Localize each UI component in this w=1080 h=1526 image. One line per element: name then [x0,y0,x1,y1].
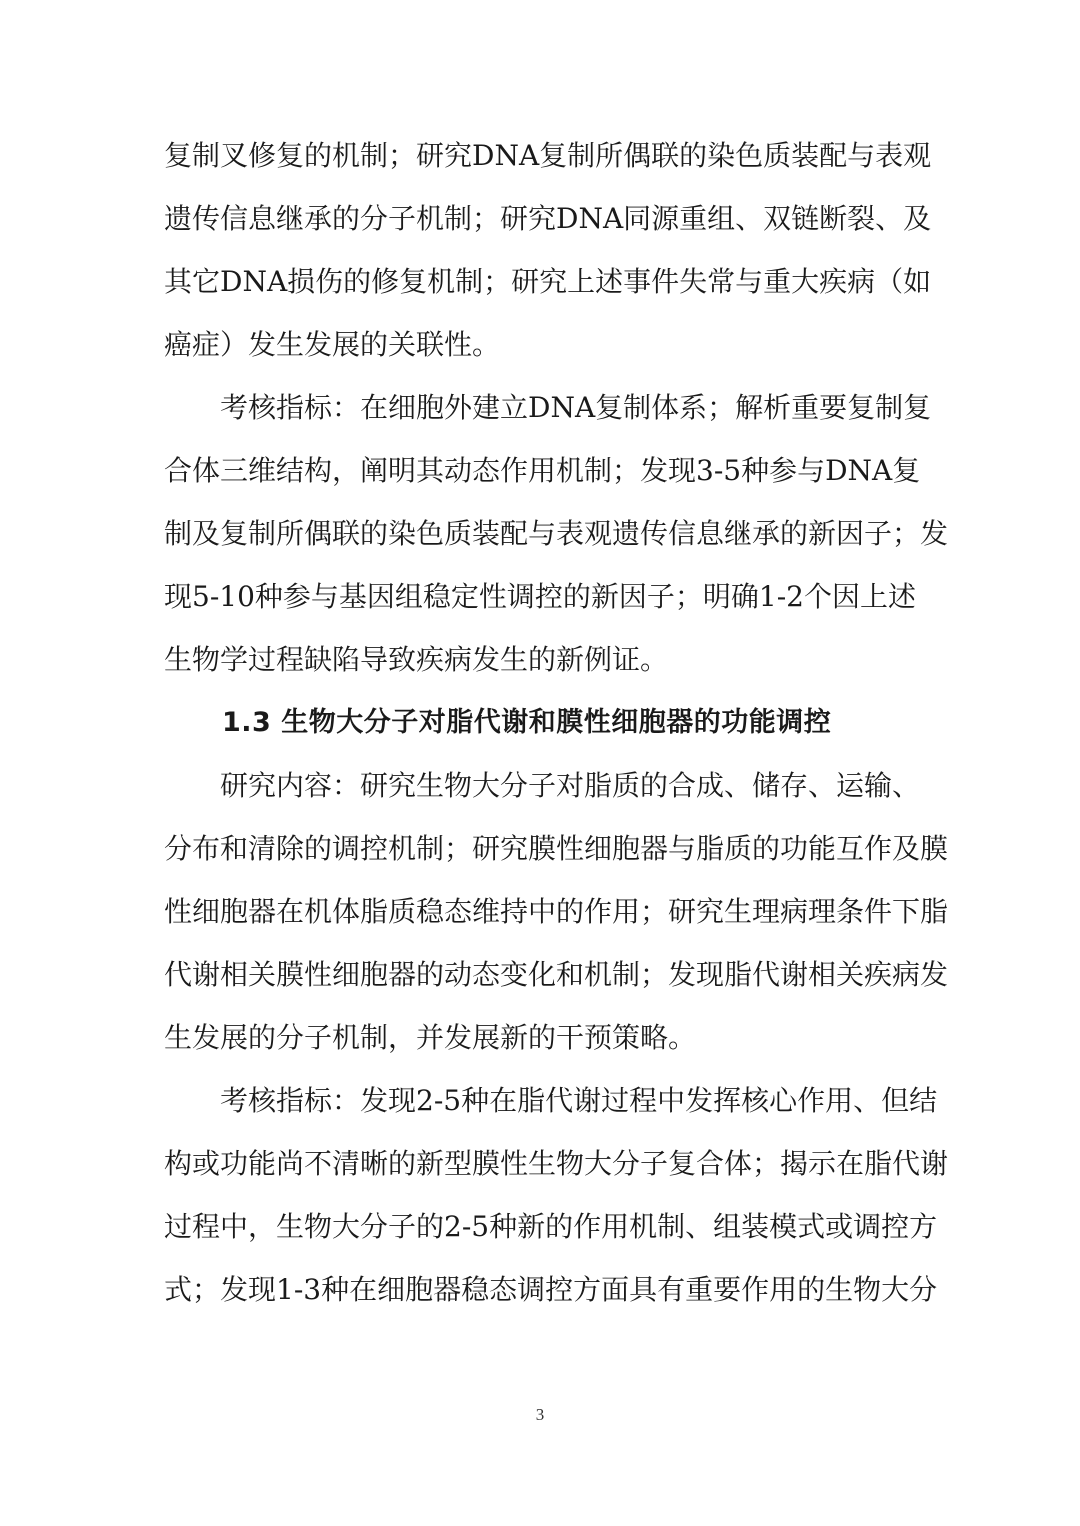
paragraph-line: 构或功能尚不清晰的新型膜性生物大分子复合体；揭示在脂代谢 [164,1147,949,1180]
paragraph-line: 遗传信息继承的分子机制；研究DNA同源重组、双链断裂、及 [164,202,932,235]
paragraph-line: 复制叉修复的机制；研究DNA复制所偶联的染色质装配与表观 [164,139,932,172]
paragraph-line: 过程中，生物大分子的2-5种新的作用机制、组装模式或调控方 [164,1210,938,1243]
document-body [164,124,949,1321]
paragraph-line: 研究内容：研究生物大分子对脂质的合成、储存、运输、 [220,769,921,802]
paragraph-line: 制及复制所偶联的染色质装配与表观遗传信息继承的新因子；发 [164,517,949,550]
paragraph-line: 性细胞器在机体脂质稳态维持中的作用；研究生理病理条件下脂 [164,895,949,928]
page-number: 3 [535,1405,545,1424]
paragraph-line: 生物学过程缺陷导致疾病发生的新例证。 [164,643,669,676]
paragraph-line: 现5-10种参与基因组稳定性调控的新因子；明确1-2个因上述 [164,580,916,613]
paragraph-line: 式；发现1-3种在细胞器稳态调控方面具有重要作用的生物大分 [164,1273,938,1306]
paragraph-line: 癌症）发生发展的关联性。 [164,328,501,361]
paragraph-line: 其它DNA损伤的修复机制；研究上述事件失常与重大疾病（如 [164,265,932,298]
paragraph-line: 考核指标：发现2-5种在脂代谢过程中发挥核心作用、但结 [220,1084,938,1117]
paragraph-line: 代谢相关膜性细胞器的动态变化和机制；发现脂代谢相关疾病发 [164,958,949,991]
paragraph-line: 合体三维结构，阐明其动态作用机制；发现3-5种参与DNA复 [164,454,921,487]
paragraph-line: 生发展的分子机制，并发展新的干预策略。 [164,1021,697,1054]
paragraph-line: 分布和清除的调控机制；研究膜性细胞器与脂质的功能互作及膜 [164,832,949,865]
section-heading: 1.3 生物大分子对脂代谢和膜性细胞器的功能调控 [222,707,832,738]
paragraph-line: 考核指标：在细胞外建立DNA复制体系；解析重要复制复 [220,391,932,424]
